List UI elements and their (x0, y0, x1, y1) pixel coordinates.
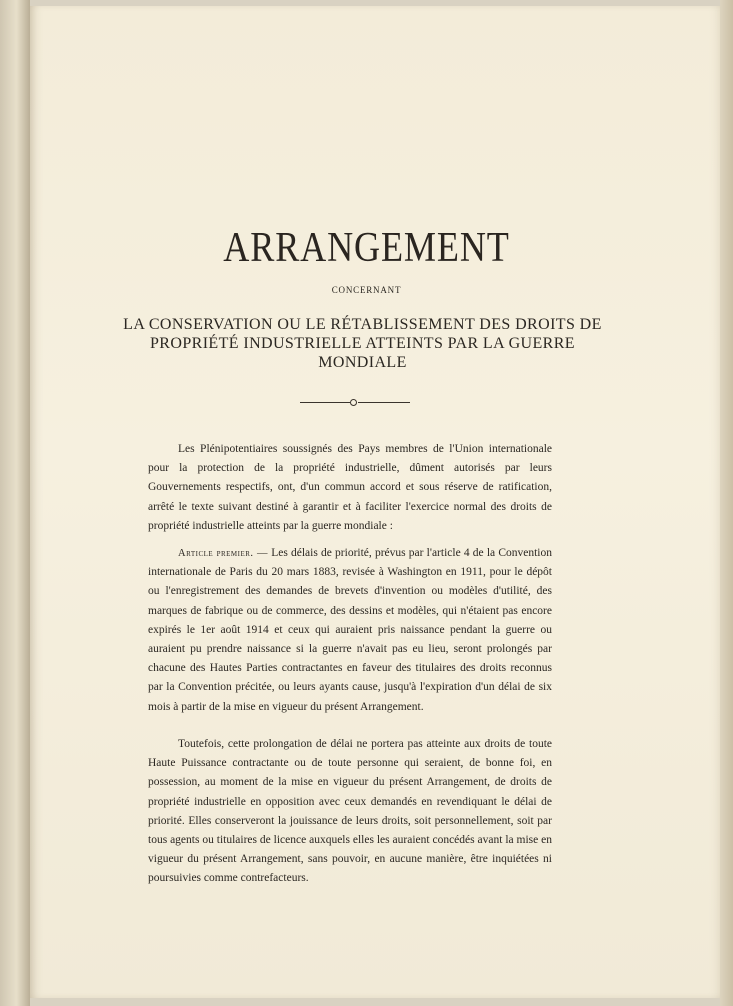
preamble-paragraph (148, 440, 552, 536)
divider-circle (350, 399, 357, 406)
concernant-label: CONCERNANT (331, 285, 402, 295)
toutefois-paragraph (148, 735, 552, 889)
ornament-divider (300, 398, 410, 408)
article-premier-block (148, 544, 552, 717)
article-premier-text: Les délais de priorité, prévus par l'article 4 de la Convention internationale de Paris du 20 mars 1883, revisée à Washington en 1911, pour le dépôt ou l'enregistrement des demandes de brevets d'invention ou modèles d'utilité, des marques de fabrique ou de commerce, des dessins et modèles, qui n'étaient pas encore expirés le 1er août 1914 et ceux qui auraient pris naissance pendant la guerre ou auraient pu prendre naissance si la guerre n'avait pas eu lieu, seront prolongés par chacune des Hautes Parties contractantes en faveur des titulaires des droits reconnus par la Convention précitée, ou leurs ayants cause, jusqu'à l'expiration d'un délai de six mois à partir de la mise en vigueur du présent Arrangement. (148, 547, 553, 713)
toutefois-text: Toutefois, cette prolongation de délai ne portera pas atteinte aux droits de toute Haute Puissance contractante ou de toute personne qui seraient, de bonne foi, en possession, au moment de la mise en vigueur du présent Arrangement, de droits de propriété industrielle en opposition avec ceux demandés en revendiquant le délai de priorité. Elles conserveront la jouissance de leurs droits, soit personnellement, soit par tous agents ou titulaires de licence auxquels elles les auraient concédés avant la mise en vigueur du présent Arrangement, sans pouvoir, en aucune manière, être inquiétées ni poursuivies comme contrefacteurs. (148, 738, 552, 885)
divider-line-right (358, 402, 410, 403)
facing-page-edge (0, 0, 30, 1006)
article-premier-paragraph (148, 544, 552, 717)
article-label: Article premier. — (178, 548, 268, 559)
preamble-text: Les Plénipotentiaires soussignés des Pays membres de l'Union internationale pour la protection de la propriété industrielle, dûment autorisés par leurs Gouvernements respectifs, ont, d'un commun accord et sous réserve de ratification, arrêté le texte suivant destiné à garantir et à faciliter l'exercice normal des droits de propriété industrielle atteints par la guerre mondiale : (148, 443, 552, 532)
divider-line-left (300, 402, 350, 403)
document-subtitle: LA CONSERVATION OU LE RÉTABLISSEMENT DES DROITS DE PROPRIÉTÉ INDUSTRIELLE ATTEINTS PAR LA GUERRE MONDIALE (123, 316, 602, 371)
page-edge-right (720, 0, 733, 1006)
document-title: ARRANGEMENT (223, 225, 510, 271)
